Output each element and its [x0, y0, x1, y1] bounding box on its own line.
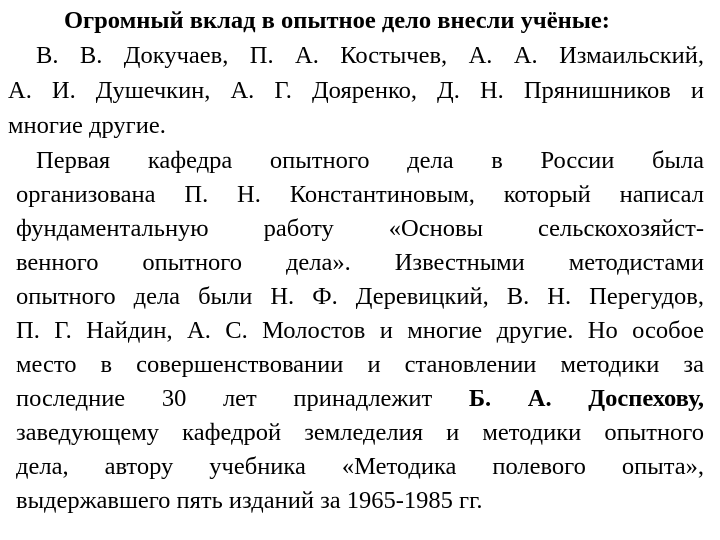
- para2-line-5: опытного дела были Н. Ф. Деревицкий, В. Н. Перегудов,: [16, 283, 704, 310]
- doskhov-name: Б. А. Доспехову,: [468, 385, 704, 412]
- para2-line-8: [16, 384, 704, 414]
- para1-line-2: А. И. Душечкин, А. Г. Дояренко, Д. Н. Прянишников и: [8, 77, 704, 104]
- para2-line-9: заведующему кафедрой земледелия и методики опытного: [16, 419, 704, 446]
- para2-line-10: дела, автору учебника «Методика полевого опыта»,: [16, 453, 704, 480]
- para2-line-4: венного опытного дела». Известными методистами: [16, 249, 704, 276]
- para1-line-1: В. В. Докучаев, П. А. Костычев, А. А. Измаильский,: [36, 42, 704, 69]
- para2-line-1: Первая кафедра опытного дела в России была: [36, 147, 704, 174]
- para2-line-11: выдержавшего пять изданий за 1965-1985 гг.: [16, 487, 483, 514]
- para2-line-6: П. Г. Найдин, А. С. Молостов и многие другие. Но особое: [16, 317, 704, 344]
- para2-line-8-text: последние 30 лет принадлежит: [16, 385, 433, 412]
- para2-line-3: фундаментальную работу «Основы сельскохозяйст-: [16, 215, 704, 242]
- para2-line-2: организована П. Н. Константиновым, который написал: [16, 181, 704, 208]
- para1-line-3: многие другие.: [8, 112, 166, 139]
- heading: Огромный вклад в опытное дело внесли учёные:: [64, 7, 610, 34]
- para2-line-7: место в совершенствовании и становлении методики за: [16, 351, 704, 378]
